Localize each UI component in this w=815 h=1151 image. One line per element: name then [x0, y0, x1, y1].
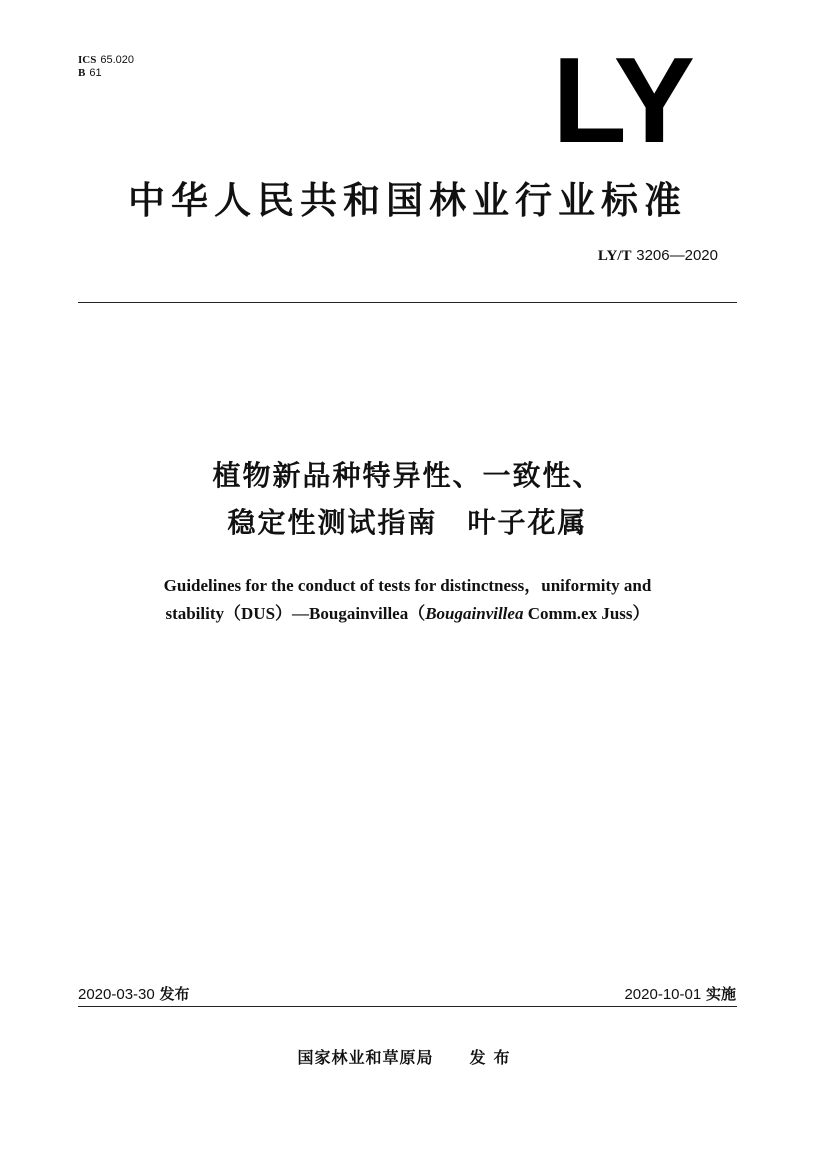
- classification-codes: [78, 54, 134, 80]
- ics-code: 65.020: [100, 54, 134, 66]
- standard-number-value: 3206—2020: [636, 247, 718, 264]
- publisher-line: [0, 1045, 815, 1068]
- effective-date: 2020-10-01: [624, 986, 702, 1003]
- document-title-en-line1: Guidelines for the conduct of tests for distinctness，uniformity and: [163, 576, 652, 595]
- document-title-cn-line1: 植物新品种特异性、一致性、: [212, 459, 603, 492]
- issuer-name: 国家林业和草原局: [297, 1048, 434, 1067]
- ics-line: [78, 54, 134, 67]
- ics-label: ICS: [78, 54, 97, 66]
- document-title-cn-line2: 稳定性测试指南 叶子花属: [227, 506, 588, 539]
- ccs-label: B: [78, 67, 86, 79]
- issue-action: 发布: [469, 1048, 518, 1067]
- industry-logo: LY: [552, 32, 693, 168]
- standard-number: [598, 246, 718, 265]
- ccs-line: [78, 67, 134, 80]
- header-divider: [78, 302, 737, 303]
- issue-date: 2020-03-30: [78, 986, 155, 1003]
- standard-number-prefix: LY/T: [597, 248, 632, 264]
- issue-date-block: [78, 983, 190, 1004]
- title-en-part-a: stability（DUS）—Bougainvillea（: [165, 604, 426, 623]
- issue-label: 发布: [159, 985, 190, 1003]
- effective-label: 实施: [705, 985, 736, 1003]
- ccs-code: 61: [89, 67, 102, 79]
- document-title-en-line2: [0, 601, 815, 627]
- title-en-italic-genus: Bougainvillea: [425, 604, 524, 623]
- title-en-part-b: Comm.ex Juss）: [523, 604, 650, 623]
- standard-category-title: 中华人民共和国林业行业标准: [128, 179, 687, 222]
- effective-date-block: [624, 983, 736, 1004]
- footer-divider: [78, 1006, 737, 1007]
